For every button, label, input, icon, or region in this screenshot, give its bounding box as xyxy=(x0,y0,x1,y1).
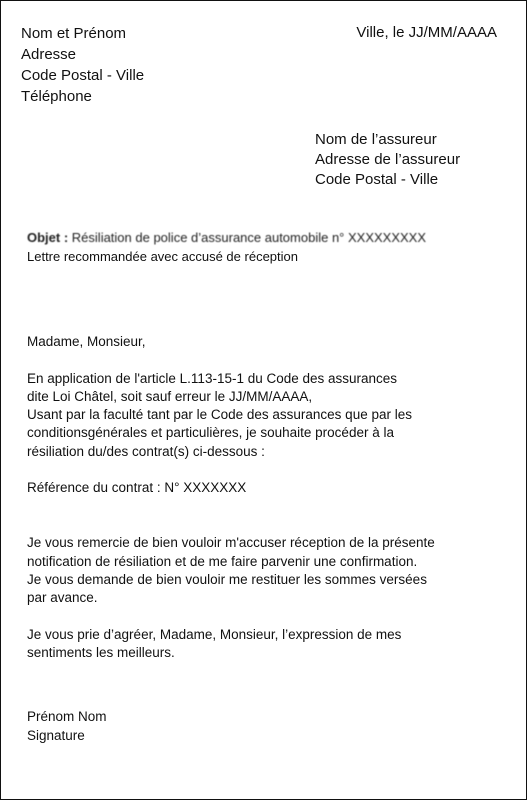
closing-line: Je vous prie d’agréer, Madame, Monsieur, l’expression de mes xyxy=(27,626,402,642)
contract-reference: Référence du contrat : N° XXXXXXX xyxy=(27,480,247,496)
delivery-mode: Lettre recommandée avec accusé de réception xyxy=(27,249,298,264)
signature-label: Signature xyxy=(27,727,85,743)
sender-postal-city: Code Postal - Ville xyxy=(21,67,145,84)
subject-label: Objet : xyxy=(27,230,69,245)
spacer xyxy=(27,662,507,708)
recipient-name: Nom de l’assureur xyxy=(315,131,437,148)
para1-line: conditionsgénérales et particulières, je souhaite procéder à la xyxy=(27,425,394,441)
subject-text: Résiliation de police d’assurance automobile n° XXXXXXXXX xyxy=(71,230,427,245)
sender-phone: Téléphone xyxy=(21,88,92,105)
para1-line: Usant par la faculté tant par le Code des assurances que par les xyxy=(27,407,412,423)
sender-address: Adresse xyxy=(21,46,77,63)
para1-line: résiliation du/des contrat(s) ci-dessous : xyxy=(27,443,265,459)
salutation: Madame, Monsieur, xyxy=(27,334,146,349)
place-date-line: Ville, le JJ/MM/AAAA xyxy=(356,24,497,41)
signature-name: Prénom Nom xyxy=(27,709,107,725)
recipient-postal-city: Code Postal - Ville xyxy=(315,171,439,188)
spacer xyxy=(27,351,507,369)
spacer xyxy=(27,461,507,479)
letter-body xyxy=(27,333,507,745)
subject-line xyxy=(27,228,426,247)
subject-block xyxy=(27,228,426,266)
para2-line: Je vous remercie de bien vouloir m'accuser réception de la présente xyxy=(27,535,435,551)
closing-line: sentiments les meilleurs. xyxy=(27,645,175,661)
sender-name: Nom et Prénom xyxy=(21,25,127,42)
spacer xyxy=(27,607,507,625)
para1-line: En application de l'article L.113-15-1 du Code des assurances xyxy=(27,370,398,386)
recipient-address: Adresse de l’assureur xyxy=(315,151,461,168)
para2-line: Je vous demande de bien vouloir me restituer les sommes versées xyxy=(27,571,427,587)
para1-line: dite Loi Châtel, soit sauf erreur le JJ/MM/AAAA, xyxy=(27,388,313,404)
sender-block xyxy=(21,23,144,107)
spacer xyxy=(27,498,507,535)
para2-line: notification de résiliation et de me faire parvenir une confirmation. xyxy=(27,553,418,569)
recipient-block xyxy=(315,130,460,190)
para2-line: par avance. xyxy=(27,590,98,606)
